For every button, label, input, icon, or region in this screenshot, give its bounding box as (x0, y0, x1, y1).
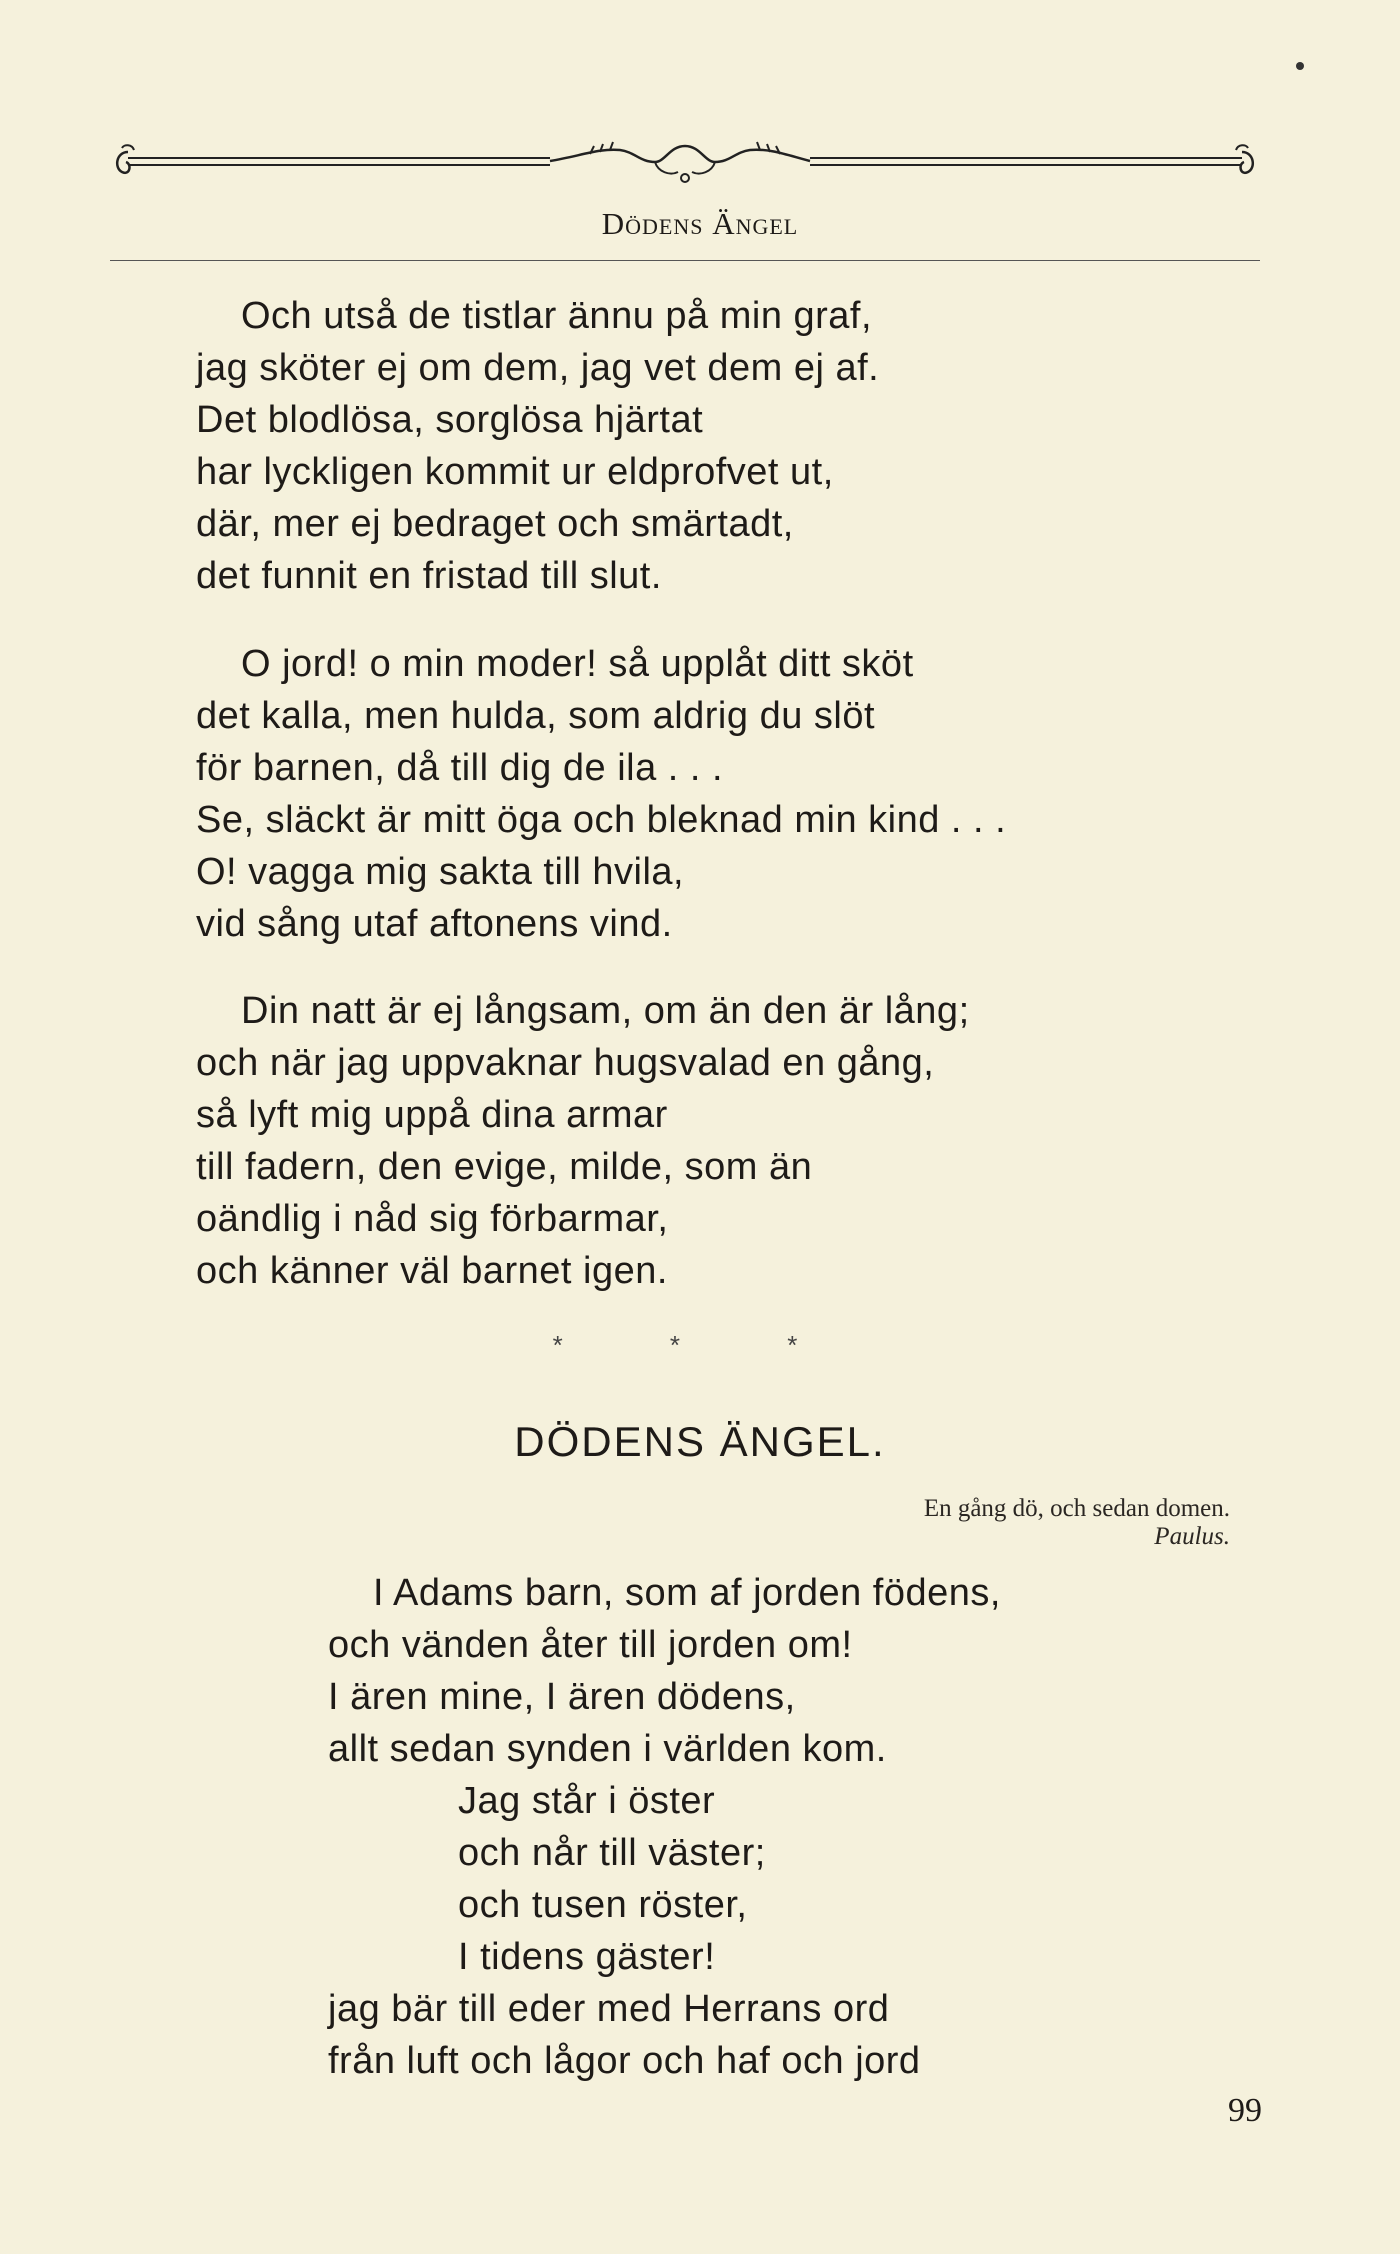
verse-line: det kalla, men hulda, som aldrig du slöt (196, 695, 876, 737)
stanza-new-poem (328, 1567, 1001, 2087)
verse-line: Din natt är ej långsam, om än den är lång; (241, 990, 970, 1032)
verse-line: Och utså de tistlar ännu på min graf, (241, 295, 873, 337)
verse-line: I ären mine, I ären dödens, (328, 1676, 796, 1718)
verse-line: jag bär till eder med Herrans ord (328, 1988, 890, 2030)
epigraph-author: Paulus. (1154, 1523, 1230, 1550)
verse-line: oändlig i nåd sig förbarmar, (196, 1198, 669, 1240)
verse-line: till fadern, den evige, milde, som än (196, 1146, 813, 1188)
poem-title: DÖDENS ÄNGEL. (514, 1418, 886, 1465)
verse-line: från luft och lågor och haf och jord (328, 2040, 921, 2082)
page-speck (1296, 62, 1304, 70)
verse-line: Jag står i öster (458, 1780, 716, 1822)
verse-line: I Adams barn, som af jorden födens, (373, 1572, 1001, 1614)
header-rule (110, 260, 1260, 261)
verse-line: det funnit en fristad till slut. (196, 555, 662, 597)
verse-line: och vänden åter till jorden om! (328, 1624, 853, 1666)
page-number: 99 (1228, 2092, 1262, 2129)
verse-line: och når till väster; (458, 1832, 766, 1874)
verse-line: så lyft mig uppå dina armar (196, 1094, 668, 1136)
verse-line: och när jag uppvaknar hugsvalad en gång, (196, 1042, 935, 1084)
verse-line: I tidens gäster! (458, 1936, 716, 1978)
verse-line: har lyckligen kommit ur eldprofvet ut, (196, 451, 834, 493)
verse-line: allt sedan synden i världen kom. (328, 1728, 887, 1770)
verse-line: för barnen, då till dig de ila . . . (196, 747, 724, 789)
stanza-2 (196, 638, 1006, 950)
header-ornament (110, 138, 1260, 198)
epigraph-text: En gång dö, och sedan domen. (923, 1495, 1230, 1522)
epigraph (924, 1495, 1230, 1551)
verse-line: där, mer ej bedraget och smärtadt, (196, 503, 794, 545)
stanza-3 (196, 985, 970, 1297)
verse-line: jag sköter ej om dem, jag vet dem ej af. (196, 347, 880, 389)
verse-line: O! vagga mig sakta till hvila, (196, 851, 685, 893)
stanza-1 (196, 290, 879, 602)
section-separator: * * * (552, 1330, 848, 1360)
verse-line: Det blodlösa, sorglösa hjärtat (196, 399, 704, 441)
running-head: Dödens Ängel (601, 206, 799, 241)
verse-line: och känner väl barnet igen. (196, 1250, 668, 1292)
verse-line: vid sång utaf aftonens vind. (196, 903, 673, 945)
verse-line: och tusen röster, (458, 1884, 748, 1926)
verse-line: Se, släckt är mitt öga och bleknad min kind . . . (196, 799, 1007, 841)
verse-line: O jord! o min moder! så upplåt ditt sköt (241, 643, 914, 685)
